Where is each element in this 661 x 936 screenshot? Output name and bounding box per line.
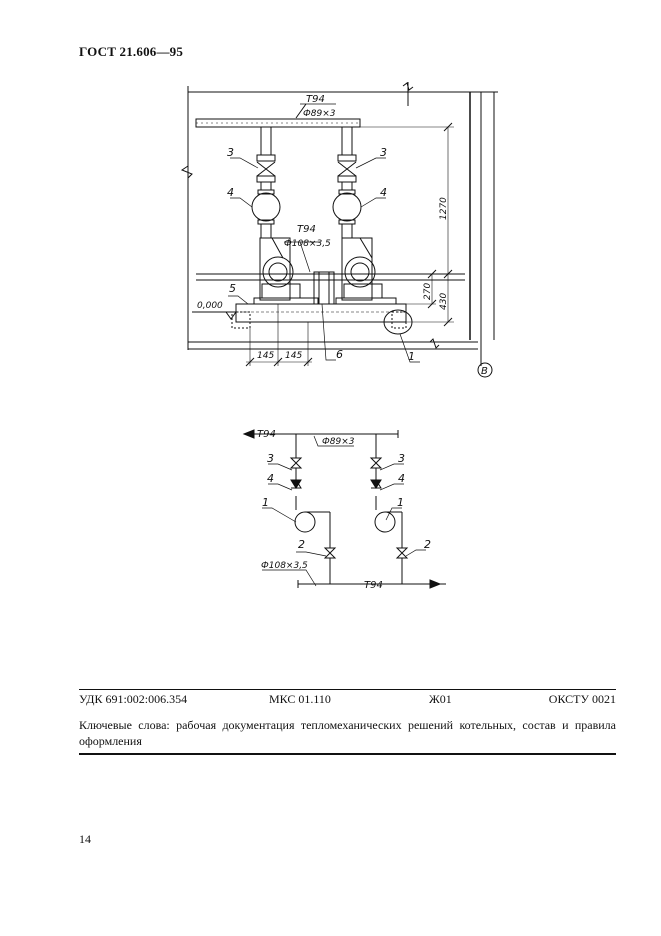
- axis-mark: В: [481, 366, 488, 377]
- dim-145-b: 145: [285, 351, 303, 361]
- scheme-callout-2-right: 2: [424, 538, 431, 551]
- level-mark: 0,000: [197, 301, 223, 311]
- scheme-pipe-top: Т94: [257, 429, 276, 440]
- label-pipe-top: Т94: [306, 94, 325, 105]
- footer-top-rule: [79, 689, 616, 690]
- dim-270: 270: [423, 282, 433, 300]
- label-pipe-low: Т94: [297, 224, 316, 235]
- mks-code: МКС 01.110: [269, 692, 331, 706]
- callout-6: 6: [336, 348, 343, 361]
- dim-145-a: 145: [257, 351, 275, 361]
- dim-1270: 1270: [439, 197, 449, 220]
- callout-3-right: 3: [380, 146, 387, 159]
- scheme-callout-1-left: 1: [262, 496, 269, 509]
- label-pipe-top-size: Ф89×3: [303, 109, 336, 119]
- dim-430: 430: [439, 292, 449, 310]
- scheme-callout-3-left: 3: [267, 452, 274, 465]
- scheme-callout-4-left: 4: [267, 472, 274, 485]
- zh-code: Ж01: [429, 692, 452, 706]
- callout-1: 1: [408, 350, 415, 363]
- scheme-callout-4-right: 4: [398, 472, 405, 485]
- page-number: 14: [79, 832, 91, 846]
- callout-5: 5: [229, 282, 236, 295]
- footer-bottom-rule: [79, 753, 616, 755]
- callout-3-left: 3: [227, 146, 234, 159]
- scheme-callout-1-right: 1: [397, 496, 404, 509]
- scheme-pipe-low-size: Ф108×3,5: [261, 561, 308, 571]
- okstu-code: ОКСТУ 0021: [548, 692, 616, 706]
- scheme-callout-3-right: 3: [398, 452, 405, 465]
- scheme-labels: [257, 429, 431, 591]
- elevation-drawing: [182, 82, 498, 377]
- callout-4-left: 4: [227, 186, 234, 199]
- scheme-callout-2-left: 2: [298, 538, 305, 551]
- label-pipe-low-size: Ф108×3,5: [284, 239, 331, 249]
- udk-code: УДК 691:002:006.354: [79, 692, 188, 706]
- keywords: Ключевые слова: рабочая документация тепломеханических решений котельных, состав и правила оформления: [79, 718, 616, 748]
- document-header: ГОСТ 21.606—95: [79, 44, 184, 59]
- callout-4-right: 4: [380, 186, 387, 199]
- classification-row: [79, 692, 616, 708]
- scheme-pipe-top-size: Ф89×3: [322, 437, 355, 447]
- scheme-pipe-low: Т94: [364, 580, 383, 591]
